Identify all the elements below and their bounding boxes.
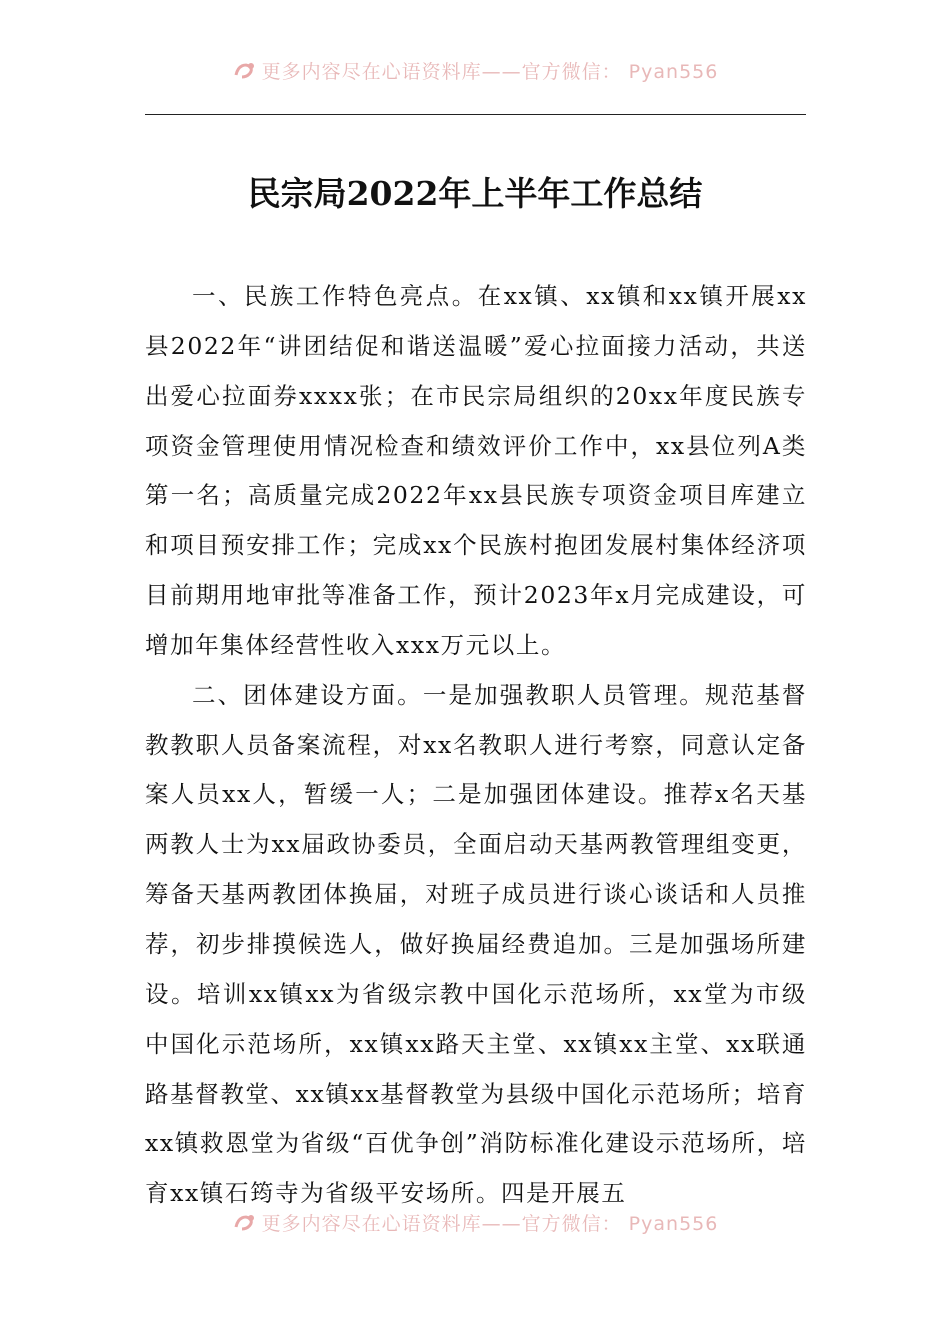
watermark-logo-icon	[232, 59, 258, 81]
document-title: 民宗局2022年上半年工作总结	[247, 174, 703, 213]
document-body	[145, 272, 807, 1219]
watermark-header	[0, 54, 950, 86]
paragraph-ethnic-work: 一、民族工作特色亮点。在xx镇、xx镇和xx镇开展xx县2022年“讲团结促和谐送温暖”爱心拉面接力活动，共送出爱心拉面券xxxx张；在市民宗局组织的20xx年度民族专项资金管理使用情况检查和绩效评价工作中，xx县位列A类第一名；高质量完成2022年xx县民族专项资金项目库建立和项目预安排工作；完成xx个民族村抱团发展村集体经济项目前期用地审批等准备工作，预计2023年x月完成建设，可增加年集体经营性收入xxx万元以上。	[145, 282, 807, 659]
watermark-text: 更多内容尽在心语资料库——官方微信： Pyan556	[261, 1212, 719, 1235]
paragraph-group-building: 二、团体建设方面。一是加强教职人员管理。规范基督教教职人员备案流程，对xx名教职人进行考察，同意认定备案人员xx人，暂缓一人；二是加强团体建设。推荐x名天基两教人士为xx届政协委员，全面启动天基两教管理组变更，筹备天基两教团体换届，对班子成员进行谈心谈话和人员推荐，初步排摸候选人，做好换届经费追加。三是加强场所建设。培训xx镇xx为省级宗教中国化示范场所，xx堂为市级中国化示范场所，xx镇xx路天主堂、xx镇xx主堂、xx联通路基督教堂、xx镇xx基督教堂为县级中国化示范场所；培育xx镇救恩堂为省级“百优争创”消防标准化建设示范场所，培育xx镇石筠寺为省级平安场所。四是开展五	[145, 680, 807, 1208]
header-rule	[145, 114, 806, 115]
watermark-footer	[0, 1206, 950, 1238]
watermark-logo-icon	[232, 1211, 258, 1233]
watermark-text: 更多内容尽在心语资料库——官方微信： Pyan556	[261, 60, 719, 83]
